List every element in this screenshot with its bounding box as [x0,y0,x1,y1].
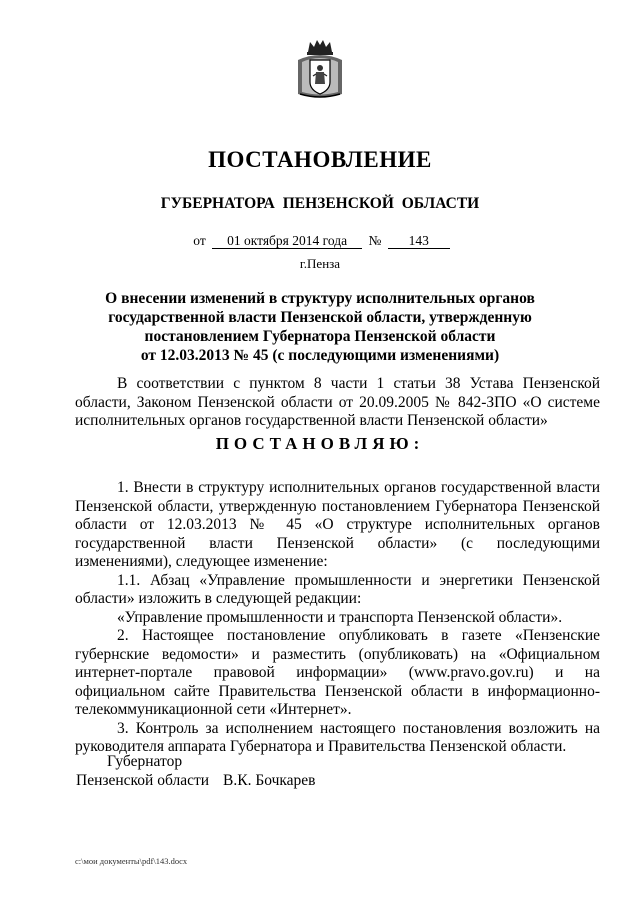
city: г.Пенза [299,256,341,271]
item-1: 1. Внести в структуру исполнительных органов государственной власти Пензенской области, утвержденную постановлением Губернатора Пензенской области от 12.03.2013 № 45 «О структуре исполнительных органов государственной власти Пензенской области» (с последующими изменениями), следующее изменение: [75,479,600,570]
number-prefix: № [368,233,382,248]
signature-name: В.К. Бочкарев [223,772,316,789]
heading-line: постановлением Губернатора Пензенской области [144,328,496,345]
item-1-1-text: «Управление промышленности и транспорта Пензенской области». [117,608,563,626]
heading-line: от 12.03.2013 № 45 (с последующими изменениями) [140,347,500,364]
date-prefix: от [193,233,206,248]
signature-region: Пензенской области [76,772,210,789]
date-number-line [0,233,640,249]
heading-line: О внесении изменений в структуру исполнительных органов [105,290,535,307]
document-date: 01 октября 2014 года [212,233,362,249]
document-heading [90,289,550,365]
heading-line: государственной власти Пензенской области, утвержденную [108,309,532,326]
decree-word: ПОСТАНОВЛЯЮ: [215,434,425,453]
item-2: 2. Настоящее постановление опубликовать в газете «Пензенские губернские ведомости» и разместить (опубликовать) на «Официальном интернет-портале правовой информации» (www.pravo.gov.ru) и на официальном сайте Правительства Пензенской области в информационно-телекоммуникационной сети «Интернет». [75,627,600,718]
preamble-paragraph: В соответствии с пунктом 8 части 1 статьи 38 Устава Пензенской области, Законом Пензенской области от 20.09.2005 № 842-ЗПО «О системе исполнительных органов государственной власти Пензенской области» [75,375,600,429]
decree-body [75,479,600,757]
signature-position: Губернатор [107,753,183,770]
document-title: ПОСТАНОВЛЕНИЕ [208,147,432,172]
item-1-1: 1.1. Абзац «Управление промышленности и энергетики Пензенской области» изложить в следующей редакции: [75,571,600,607]
document-number: 143 [388,233,450,249]
item-3: 3. Контроль за исполнением настоящего постановления возложить на руководителя аппарата Губернатора и Правительства Пензенской области. [75,719,600,755]
file-path: c:\мои документы\pdf\143.docx [75,856,188,866]
signature-block [76,771,316,790]
issuer-subtitle: ГУБЕРНАТОРА ПЕНЗЕНСКОЙ ОБЛАСТИ [160,195,480,212]
coat-of-arms-icon [296,38,344,100]
